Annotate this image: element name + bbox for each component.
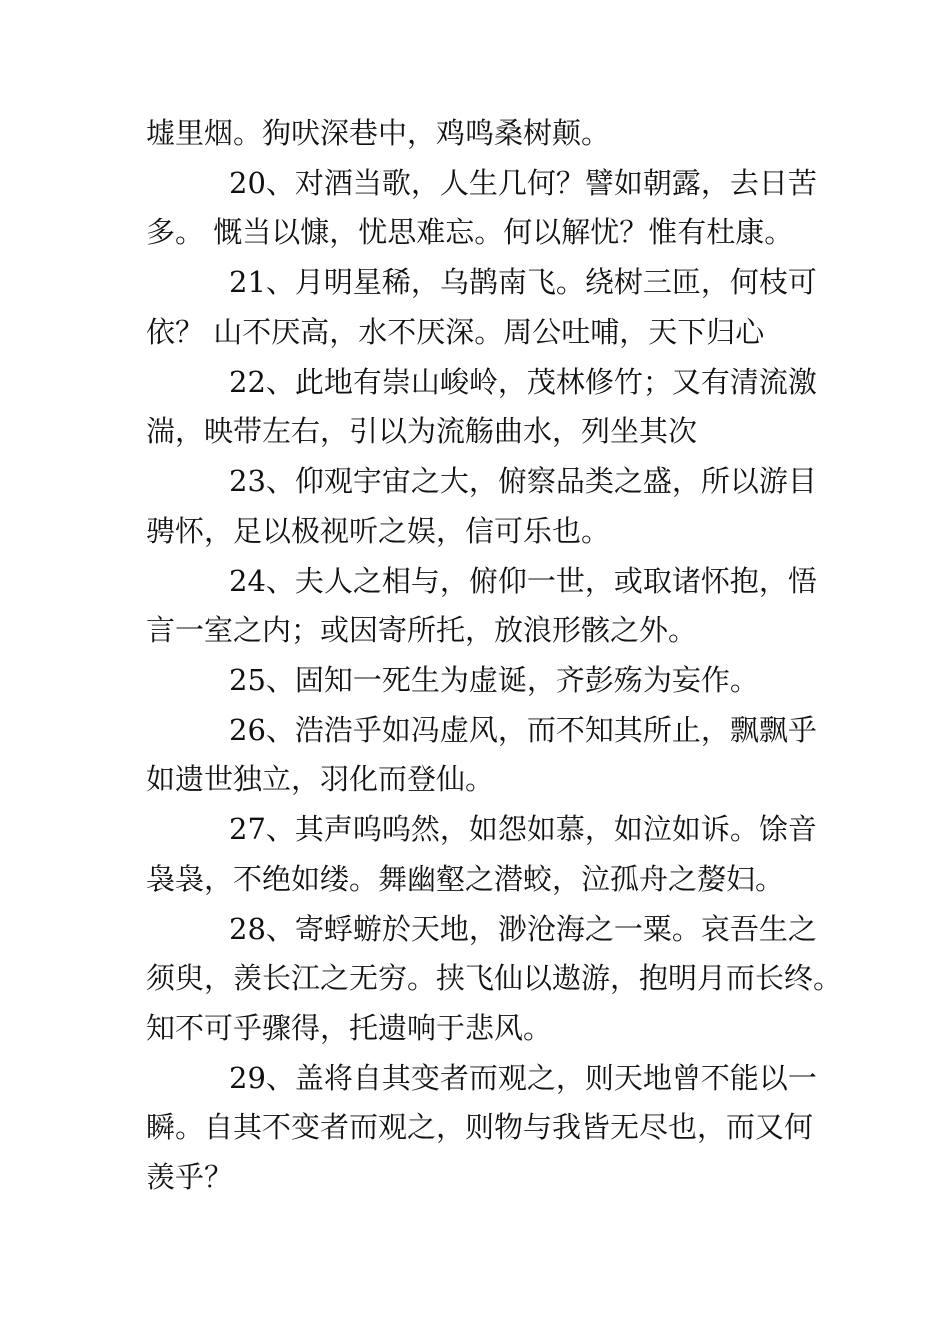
text-line: 26、浩浩乎如冯虚风，而不知其所止，飘飘乎 <box>229 713 817 747</box>
text-line: 如遗世独立，羽化而登仙。 <box>146 762 495 796</box>
text-line: 22、此地有崇山峻岭，茂林修竹；又有清流激 <box>229 365 817 399</box>
text-line: 知不可乎骤得，托遗响于悲风。 <box>146 1011 553 1045</box>
text-line: 24、夫人之相与，俯仰一世，或取诸怀抱，悟 <box>229 564 817 598</box>
text-line: 多。 慨当以慷，忧思难忘。何以解忧？惟有杜康。 <box>146 215 794 249</box>
text-line: 23、仰观宇宙之大，俯察品类之盛，所以游目 <box>229 464 817 498</box>
text-line: 须臾，羡长江之无穷。挟飞仙以遨游，抱明月而长终。 <box>146 961 843 995</box>
text-line: 湍，映带左右，引以为流觞曲水，列坐其次 <box>146 414 698 448</box>
text-line: 袅袅，不绝如缕。舞幽壑之潜蛟，泣孤舟之嫠妇。 <box>146 862 785 896</box>
text-line: 言一室之内；或因寄所托，放浪形骸之外。 <box>146 613 698 647</box>
text-line: 21、月明星稀，乌鹊南飞。绕树三匝，何枝可 <box>229 265 817 299</box>
text-line: 羡乎？ <box>146 1160 234 1194</box>
text-line: 骋怀，足以极视听之娱，信可乐也。 <box>146 514 611 548</box>
text-line: 20、对酒当歌，人生几何？譬如朝露，去日苦 <box>229 166 817 200</box>
text-line: 27、其声呜呜然，如怨如慕，如泣如诉。馀音 <box>229 812 817 846</box>
text-line: 28、寄蜉蝣於天地，渺沧海之一粟。哀吾生之 <box>229 912 817 946</box>
text-line: 依？ 山不厌高，水不厌深。周公吐哺，天下归心 <box>146 315 765 349</box>
text-line: 29、盖将自其变者而观之，则天地曾不能以一 <box>229 1061 817 1095</box>
text-line: 墟里烟。狗吠深巷中，鸡鸣桑树颠。 <box>146 116 611 150</box>
text-line: 瞬。自其不变者而观之，则物与我皆无尽也，而又何 <box>146 1110 814 1144</box>
text-line: 25、固知一死生为虚诞，齐彭殇为妄作。 <box>229 663 759 697</box>
